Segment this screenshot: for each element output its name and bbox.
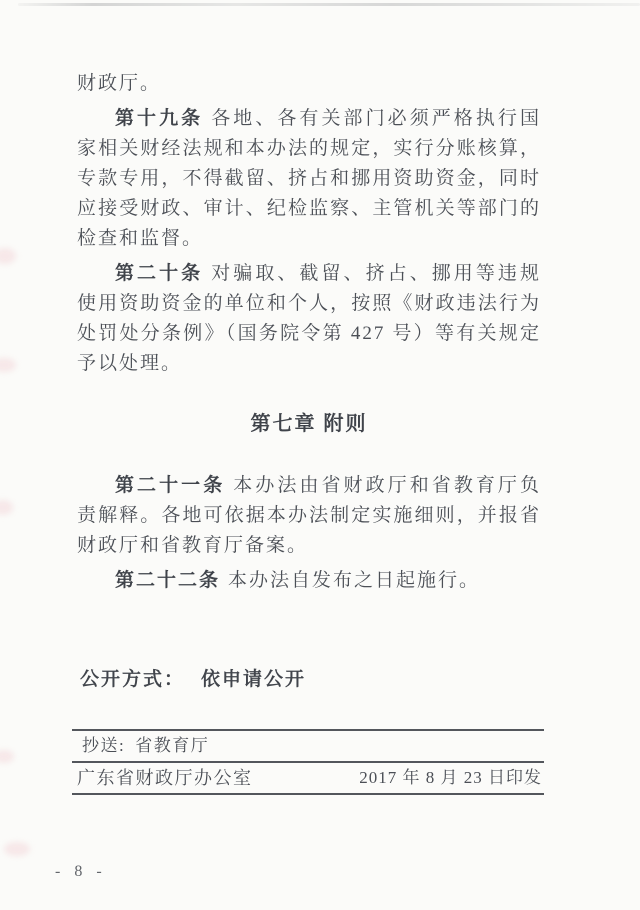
article-19-text: 各地、各有关部门必须严格执行国家相关财经法规和本办法的规定，实行分账核算，专款专用，不得截留、挤占和挪用资助资金，同时应接受财政、审计、纪检监察、主管机关等部门的检查和监督。 [77, 108, 541, 249]
article-22-term: 第二十二条 [115, 570, 221, 591]
article-20-text: 对骗取、截留、挤占、挪用等违规使用资助资金的单位和个人，按照《财政违法行为处罚处分条例》（国务院令第 427 号）等有关规定予以处理。 [77, 263, 541, 374]
scan-smudge [0, 750, 14, 763]
paragraph-text: 财政厅。 [77, 73, 162, 94]
scan-smudge [0, 248, 16, 264]
chapter-7-heading: 第七章 附则 [250, 413, 368, 435]
page-number: - 8 - [55, 863, 107, 880]
article-20-term: 第二十条 [115, 263, 204, 284]
disclosure-method-label: 公开方式： [80, 669, 186, 690]
print-date: 2017 年 8 月 23 日印发 [359, 768, 542, 787]
paragraph-article-19 [77, 104, 541, 254]
paragraph-continuation [77, 69, 541, 99]
article-19-term: 第十九条 [115, 108, 204, 129]
issuing-office: 广东省财政厅办公室 [77, 768, 253, 788]
document-footer [72, 729, 544, 795]
scan-artifact-top-edge [18, 3, 640, 6]
scan-smudge [0, 358, 16, 372]
article-21-term: 第二十一条 [115, 475, 226, 496]
scan-smudge [4, 842, 30, 856]
footer-issue-row [72, 763, 544, 795]
cc-value: 省教育厅 [135, 736, 210, 755]
footer-cc-row [72, 731, 544, 763]
disclosure-method-line [80, 667, 306, 693]
paragraph-article-20 [77, 259, 541, 379]
scan-smudge [0, 500, 13, 515]
document-body [77, 69, 541, 601]
paragraph-article-21 [77, 471, 541, 561]
cc-label: 抄送: [82, 736, 126, 755]
disclosure-method-value: 依申请公开 [201, 669, 307, 690]
article-22-text: 本办法自发布之日起施行。 [228, 570, 481, 591]
paragraph-article-22 [77, 566, 541, 596]
article-21-text: 本办法由省财政厅和省教育厅负责解释。各地可依据本办法制定实施细则，并报省财政厅和省教育厅备案。 [77, 475, 541, 556]
